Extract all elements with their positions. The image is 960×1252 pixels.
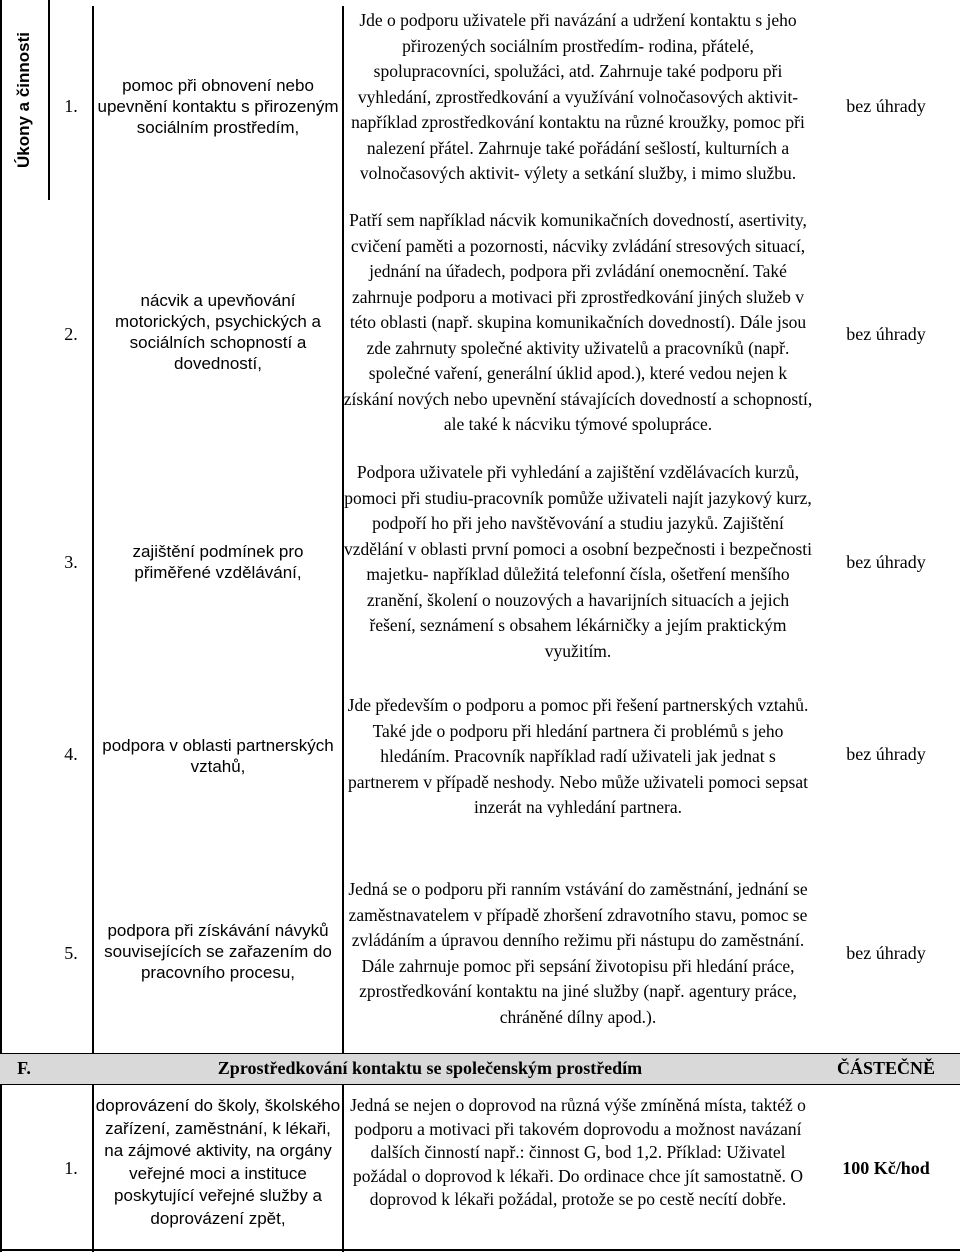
section-status: ČÁSTEČNĚ [836,1058,936,1078]
row-number: 4. [64,744,78,764]
activity-name: pomoc při obnovení nebo upevnění kontaktu s přirozeným sociálním prostředím, [97,76,339,137]
price-value: bez úhrady [846,744,926,764]
row-number: 2. [64,324,78,344]
activity-description: Jde především o podporu a pomoc při řešení partnerských vztahů. Také jde o podporu při hledání partnera či problémů s jeho hledáním. Pracovník například radí uživateli jak jednat s partnerem v případě neshody. Nebo může uživateli pomoci sepsat inzerát na vyhledání partnera. [347,695,809,817]
activity-name: podpora v oblasti partnerských vztahů, [102,736,334,776]
section-title: Zprostředkování kontaktu se společenským prostředím [217,1058,643,1078]
activity-name: doprovázení do školy, školského zařízení, zaměstnání, k lékaři, na zájmové aktivity, na orgány veřejné moci a instituce poskytující veřejné služby a doprovázení zpět, [95,1096,341,1228]
price-value: bez úhrady [846,552,926,572]
side-label: Úkony a činnosti [14,31,33,169]
activity-description: Patří sem například nácvik komunikačních dovedností, asertivity, cvičení paměti a pozornosti, nácviky zvládání stresových situací, jednání na úřadech, podpora při zvládání onemocnění. Také zahrnuje podporu a motivaci při zprostředkování jiných služeb v této oblasti (např. skupina komunikačních dovedností). Dále jsou zde zahrnuty společné aktivity uživatelů a pracovníků (např. společné vaření, generální úklid apod.), které vedou nejen k získání nových nebo upevnění stávajících dovedností a schopností, ale také k nácviku týmové spolupráce. [343,210,813,434]
activity-description: Podpora uživatele při vyhledání a zajištění vzdělávacích kurzů, pomoci při studiu-pracovník pomůže uživateli najít jazykový kurz, podpoří ho při jeho navštěvování a studiu jazyků. Zajištění vzdělání v oblasti první pomoci a osobní bezpečnosti i bezpečnosti majetku- například důležitá telefonní čísla, ošetření menšího zranění, školení o nouzových a havarijních situacích a jejich řešení, seznámení s obsahem lékárničky a jejím praktickým využitím. [343,462,812,661]
row-number: 1. [64,1158,78,1178]
price-value: bez úhrady [846,324,926,344]
activity-description: Jedná se o podporu při ranním vstávání do zaměstnání, jednání se zaměstnavatelem v případě zhoršení zdravotního stavu, pomoc se zvládáním a úpravou denního režimu při nástupu do zaměstnání. Dále zahrnuje pomoc při sepsání životopisu při hledání práce, zprostředkování kontaktu na jiné služby (např. agentury práce, chráněné dílny apod.). [348,879,808,1027]
price-value: bez úhrady [846,96,926,116]
row-number: 5. [64,943,78,963]
table-border-bottom [0,1249,960,1251]
activity-name: zajištění podmínek pro přiměřené vzdělávání, [132,542,304,582]
side-label-box [0,0,48,200]
row-number: 3. [64,552,78,572]
activity-description: Jedná se nejen o doprovod na různá výše zmíněná místa, taktéž o podporu a motivaci při takovém doprovodu a možnost navázaní dalších činností např.: činnost G, bod 1,2. Příklad: Uživatel požádal o doprovod k lékaři. Do ordinace chce jít samostatně. O doprovod k lékaři požádal, protože se po cestě necítí dobře. [350,1095,806,1209]
price-value: 100 Kč/hod [842,1158,930,1178]
activity-name: nácvik a upevňování motorických, psychických a sociálních schopností a dovedností, [115,291,321,373]
row-number: 1. [64,96,78,116]
column-divider [92,6,94,1054]
activity-description: Jde o podporu uživatele při navázání a udržení kontaktu s jeho přirozených sociálním prostředím- rodina, přátelé, spolupracovníci, spolužáci, atd. Zahrnuje také podporu při vyhledání, zprostředkování a využívání volnočasových aktivit-například zprostředkování kontaktu na různé kroužky, pomoc při nalezení přátel. Zahrnuje také pořádání sešlostí, kulturních a volnočasových aktivit- výlety a setkání služby, i mimo službu. [351,10,805,183]
price-value: bez úhrady [846,943,926,963]
section-letter: F. [17,1058,31,1078]
activity-name: podpora při získávání návyků souvisejících se zařazením do pracovního procesu, [104,921,332,982]
